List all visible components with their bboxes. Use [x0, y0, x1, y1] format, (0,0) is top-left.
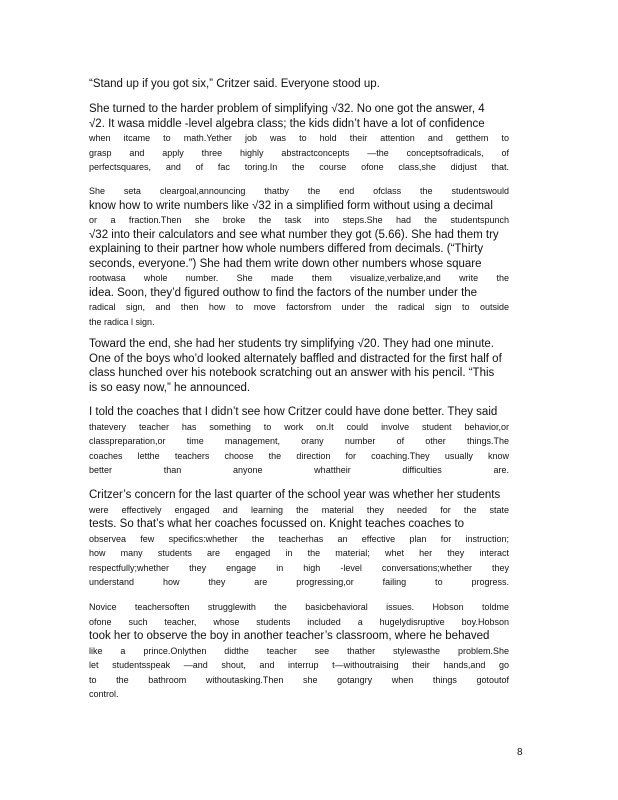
text-line: to the bathroom withoutasking.Then she gotangry when things gotoutof [89, 674, 509, 685]
text-line: know how to write numbers like √32 in a simplified form without using a decimal [89, 199, 493, 212]
text-line: is so easy now,” he announced. [89, 381, 251, 394]
paragraph-6 [89, 488, 509, 590]
text-line: Critzer’s concern for the last quarter of the school year was whether her students [89, 489, 501, 501]
text-line: Novice teachersoften strugglewith the basicbehavioral issues. Hobson toldme [89, 602, 509, 612]
paragraph-1 [89, 77, 509, 92]
text-line: the radica l sign. [89, 316, 155, 327]
text-line: observea few specifics:whether the teacherhas an effective plan for instruction; [89, 533, 509, 544]
paragraph-5 [89, 405, 509, 478]
text-line: thatevery teacher has something to work on.It could involve student behavior,or [89, 421, 509, 432]
text-line: or a fraction.Then she broke the task into steps.She had the studentspunch [89, 215, 509, 225]
page-number: 8 [517, 747, 523, 758]
text-line: She seta cleargoal,announcing thatby the end ofclass the studentswould [89, 186, 509, 196]
paragraph-3 [89, 184, 509, 329]
text-line: grasp and apply three highly abstractconcepts —the conceptsofradicals, of [89, 147, 509, 158]
text-line: control. [89, 689, 119, 699]
text-line: “Stand up if you got six,” Critzer said. Everyone stood up. [89, 78, 380, 90]
text-line: like a prince.Onlythen didthe teacher see thather stylewasthe problem.She [89, 645, 509, 656]
text-line: perfectsquares, and of fac toring.In the course ofone class,she didjust that. [89, 162, 509, 172]
text-line: ofone such teacher, whose students included a hugelydisruptive boy.Hobson [89, 616, 509, 627]
text-line: let studentsspeak —and shout, and interrup t—withoutraising their hands,and go [89, 660, 509, 670]
text-line: One of the boys who’d looked alternately baffled and distracted for the first half of [89, 352, 502, 365]
text-line: classpreparation,or time management, orany number of other things.The [89, 436, 509, 446]
text-line: √2. It wasa middle -level algebra class; the kids didn’t have a lot of confidence [89, 117, 485, 130]
text-line: radical sign, and then how to move factorsfrom under the radical sign to outside [89, 302, 509, 312]
text-line: respectfully;whether they engage in high -level conversations;whether they [89, 562, 509, 573]
text-line: idea. Soon, they’d figured outhow to find the factors of the number under the [89, 286, 478, 299]
text-line: seconds, everyone.”) She had them write down other numbers whose square [89, 257, 482, 270]
text-line: better than anyone whattheir difficulties are. [89, 465, 509, 475]
text-line: when itcame to math.Yether job was to hold their attention and getthem to [89, 133, 509, 143]
text-line: coaches letthe teachers choose the direction for coaching.They usually know [89, 450, 509, 461]
paragraph-2 [89, 102, 509, 175]
text-line: I told the coaches that I didn’t see how Critzer could have done better. They said [89, 406, 498, 418]
paragraph-7 [89, 600, 509, 702]
text-line: rootwasa whole number. She made them visualize,verbalize,and write the [89, 273, 509, 283]
text-line: understand how they are progressing,or failing to progress. [89, 577, 509, 587]
text-line: were effectively engaged and learning the material they needed for the state [89, 504, 509, 515]
text-line: how many students are engaged in the material; whet her they interact [89, 548, 509, 558]
text-line: took her to observe the boy in another teacher’s classroom, where he behaved [89, 630, 490, 642]
text-line: explaining to their partner how whole numbers differed from decimals. (“Thirty [89, 243, 484, 255]
text-line: She turned to the harder problem of simplifying √32. No one got the answer, 4 [89, 103, 485, 115]
text-line: tests. So that’s what her coaches focussed on. Knight teaches coaches to [89, 518, 465, 530]
text-line: Toward the end, she had her students try simplifying √20. They had one minute. [89, 338, 494, 350]
text-line: √32 into their calculators and see what number they got (5.66). She had them try [89, 228, 499, 241]
text-line: class hunched over his notebook scratching out an answer with his pencil. “This [89, 367, 495, 379]
paragraph-4 [89, 337, 509, 395]
